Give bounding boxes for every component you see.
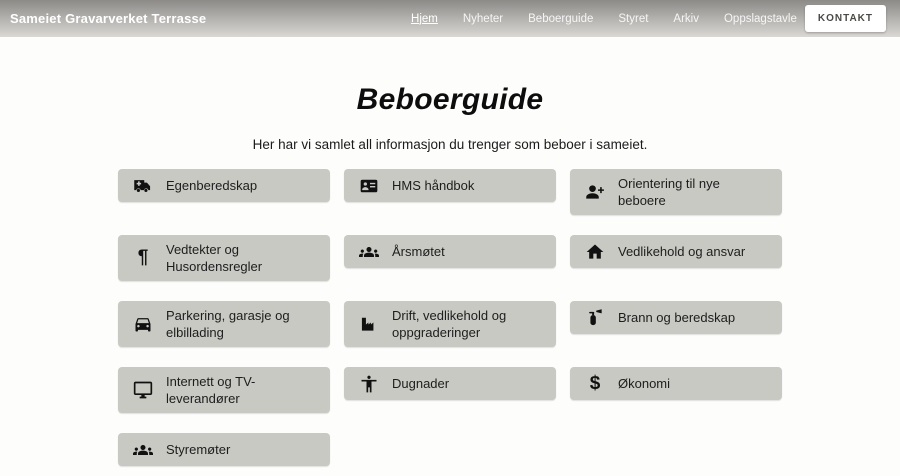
main-nav xyxy=(411,13,797,25)
guide-button-egenberedskap[interactable] xyxy=(118,169,330,202)
guide-button-vedlikehold-og-ansvar[interactable] xyxy=(570,235,782,268)
guide-button-vedtekter-og-husordensregler[interactable] xyxy=(118,235,330,281)
nav-link-beboerguide[interactable]: Beboerguide xyxy=(528,12,594,25)
page-title: Beboerguide xyxy=(356,83,544,116)
groups-icon xyxy=(359,242,379,262)
guide-button-rsm-tet[interactable] xyxy=(344,235,556,268)
guide-button-label: Vedtekter og Husordensregler xyxy=(166,242,263,274)
guide-button-label: Økonomi xyxy=(618,376,671,391)
guide-button-label: Egenberedskap xyxy=(166,178,258,193)
guide-button-label: Vedlikehold og ansvar xyxy=(618,244,746,259)
contact-card-icon xyxy=(359,176,379,196)
site-header xyxy=(0,0,900,37)
guide-button-label: Internett og TV-leverandører xyxy=(166,374,256,406)
accessibility-icon xyxy=(359,374,379,394)
pilcrow-icon: ¶ xyxy=(137,247,149,268)
guide-button-internett-og-tv-leverand-rer[interactable] xyxy=(118,367,330,413)
groups-icon xyxy=(133,440,153,460)
dollar-icon: $ xyxy=(589,372,601,394)
guide-button-label: Brann og beredskap xyxy=(618,310,736,325)
guide-button-parkering-garasje-og-elbillading[interactable] xyxy=(118,301,330,347)
guide-button-hms-h-ndbok[interactable] xyxy=(344,169,556,202)
guide-button-drift-vedlikehold-og-oppgraderinger[interactable] xyxy=(344,301,556,347)
guide-button-label: Orientering til nye beboere xyxy=(618,176,720,208)
site-brand: Sameiet Gravarverket Terrasse xyxy=(10,11,207,26)
ambulance-icon xyxy=(133,176,153,196)
guide-button-dugnader[interactable] xyxy=(344,367,556,400)
nav-link-hjem[interactable]: Hjem xyxy=(411,12,438,25)
factory-icon xyxy=(359,314,379,334)
guide-button-label: Dugnader xyxy=(392,376,450,391)
guide-button-label: Årsmøtet xyxy=(392,244,445,259)
guide-button-label: Styremøter xyxy=(166,442,231,457)
guide-button-label: HMS håndbok xyxy=(392,178,475,193)
car-icon xyxy=(133,314,153,334)
guide-button-label: Drift, vedlikehold og oppgraderinger xyxy=(392,308,507,340)
guide-button-konomi[interactable] xyxy=(570,367,782,400)
fire-extinguisher-icon xyxy=(585,308,605,328)
guide-button-styrem-ter[interactable] xyxy=(118,433,330,466)
page-main xyxy=(0,84,900,466)
person-add-icon xyxy=(585,182,605,202)
contact-button[interactable]: KONTAKT xyxy=(805,5,886,32)
guide-button-label: Parkering, garasje og elbillading xyxy=(166,308,290,340)
nav-link-nyheter[interactable]: Nyheter xyxy=(462,12,504,25)
nav-link-styret[interactable]: Styret xyxy=(618,12,649,25)
guide-button-orientering-til-nye-beboere[interactable] xyxy=(570,169,782,215)
guide-button-brann-og-beredskap[interactable] xyxy=(570,301,782,334)
home-icon xyxy=(585,242,605,262)
nav-link-arkiv[interactable]: Arkiv xyxy=(673,12,699,25)
page-subtitle: Her har vi samlet all informasjon du trenger som beboer i sameiet. xyxy=(252,137,648,152)
monitor-icon xyxy=(133,380,153,400)
nav-link-oppslagstavle[interactable]: Oppslagstavle xyxy=(723,12,797,25)
guide-button-grid xyxy=(118,169,782,466)
